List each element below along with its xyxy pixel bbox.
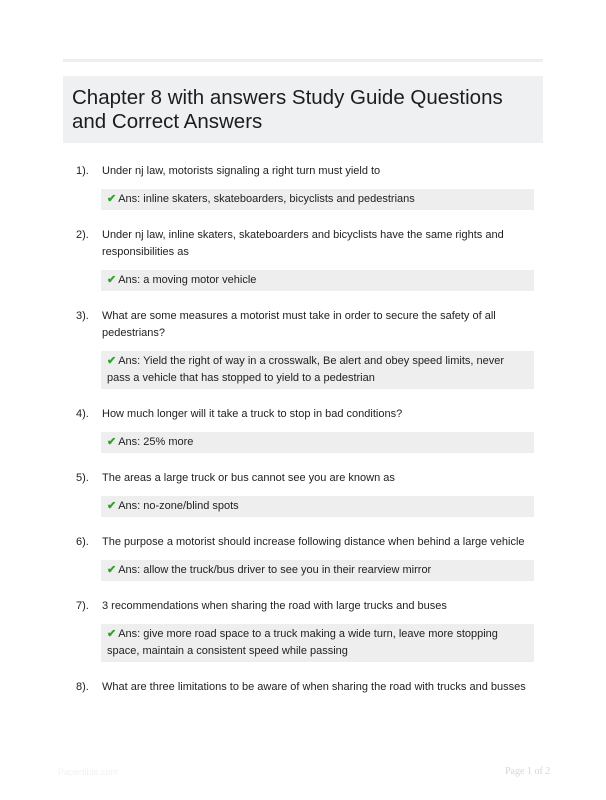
answer-text: Ans: no-zone/blind spots <box>118 500 239 512</box>
answer-box <box>101 560 534 581</box>
question-list <box>63 163 543 696</box>
answer-text: Ans: a moving motor vehicle <box>118 274 257 286</box>
answer-text: Ans: give more road space to a truck making a wide turn, leave more stopping space, maintain a consistent speed while passing <box>107 628 498 657</box>
question-number: 7). <box>76 600 89 612</box>
checkmark-icon: ✔ <box>107 500 117 512</box>
answer-text: Ans: allow the truck/bus driver to see you in their rearview mirror <box>118 564 432 576</box>
title-box <box>63 76 543 143</box>
question-text: Under nj law, motorists signaling a right turn must yield to <box>102 165 381 177</box>
question-text: The purpose a motorist should increase following distance when behind a large vehicle <box>102 536 525 548</box>
question-text: The areas a large truck or bus cannot see you are known as <box>102 472 395 484</box>
page-number: Page 1 of 2 <box>505 766 551 777</box>
page-title: Chapter 8 with answers Study Guide Questions and Correct Answers <box>72 86 503 133</box>
question-item <box>63 598 543 662</box>
question-text: How much longer will it take a truck to stop in bad conditions? <box>102 408 403 420</box>
top-divider <box>63 59 543 62</box>
answer-text: Ans: 25% more <box>118 436 194 448</box>
question-text: 3 recommendations when sharing the road with large trucks and buses <box>102 600 447 612</box>
question-number: 3). <box>76 310 89 322</box>
question-text: Under nj law, inline skaters, skateboarders and bicyclists have the same rights and responsibilities as <box>102 229 504 258</box>
footer-watermark: Papertible.com <box>58 767 119 777</box>
question-item <box>63 534 543 581</box>
question-text: What are three limitations to be aware of when sharing the road with trucks and busses <box>102 681 526 693</box>
question-number: 2). <box>76 229 89 241</box>
answer-box <box>101 351 534 389</box>
question-number: 6). <box>76 536 89 548</box>
checkmark-icon: ✔ <box>107 628 117 640</box>
question-item <box>63 679 543 696</box>
answer-box <box>101 432 534 453</box>
question-number: 4). <box>76 408 89 420</box>
checkmark-icon: ✔ <box>107 193 117 205</box>
question-item <box>63 227 543 291</box>
question-number: 5). <box>76 472 89 484</box>
checkmark-icon: ✔ <box>107 436 117 448</box>
answer-box <box>101 189 534 210</box>
checkmark-icon: ✔ <box>107 355 117 367</box>
checkmark-icon: ✔ <box>107 564 117 576</box>
checkmark-icon: ✔ <box>107 274 117 286</box>
question-number: 8). <box>76 681 89 693</box>
answer-box <box>101 496 534 517</box>
question-item <box>63 163 543 210</box>
answer-box <box>101 624 534 662</box>
question-item <box>63 470 543 517</box>
question-item <box>63 406 543 453</box>
question-item <box>63 308 543 389</box>
answer-text: Ans: Yield the right of way in a crosswalk, Be alert and obey speed limits, never pass a vehicle that has stopped to yield to a pedestrian <box>107 355 505 384</box>
answer-box <box>101 270 534 291</box>
question-text: What are some measures a motorist must take in order to secure the safety of all pedestrians? <box>102 310 496 339</box>
question-number: 1). <box>76 165 89 177</box>
answer-text: Ans: inline skaters, skateboarders, bicyclists and pedestrians <box>118 193 415 205</box>
